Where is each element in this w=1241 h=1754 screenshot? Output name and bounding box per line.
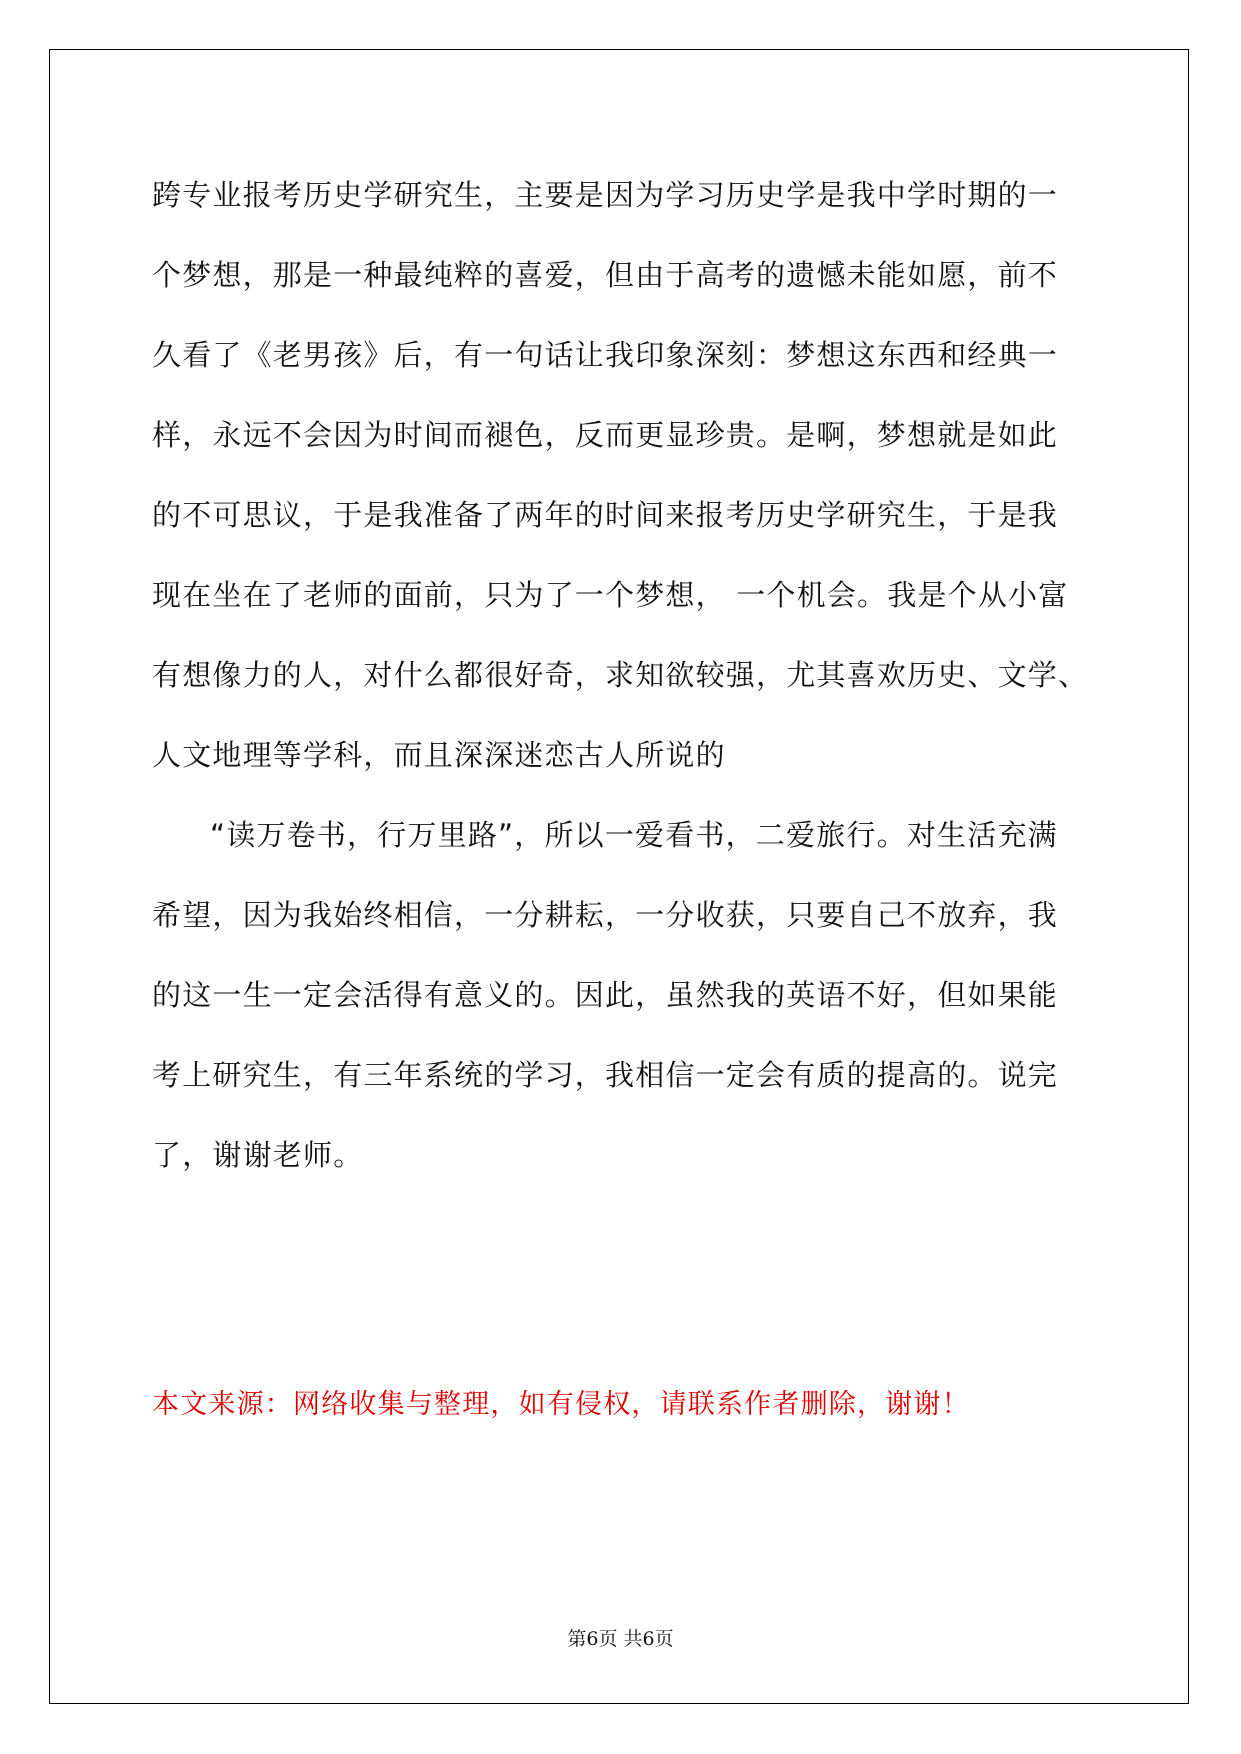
body-line: 考上研究生，有三年系统的学习，我相信一定会有质的提高的。说完 — [152, 1058, 1059, 1092]
page-footer: 第6页 共6页 — [567, 1628, 674, 1650]
body-line: 有想像力的人，对什么都很好奇，求知欲较强，尤其喜欢历史、文学、 — [152, 658, 1089, 692]
body-line-indented: “读万卷书，行万里路”，所以一爱看书，二爱旅行。对生活充满 — [210, 818, 1058, 852]
body-line: 样，永远不会因为时间而褪色，反而更显珍贵。是啊，梦想就是如此 — [152, 418, 1059, 452]
body-line: 了，谢谢老师。 — [152, 1138, 364, 1172]
body-line: 现在坐在了老师的面前，只为了一个梦想， 一个机会。我是个从小富 — [152, 578, 1069, 612]
body-line: 希望，因为我始终相信，一分耕耘，一分收获，只要自己不放弃，我 — [152, 898, 1059, 932]
body-line: 跨专业报考历史学研究生，主要是因为学习历史学是我中学时期的一 — [152, 178, 1059, 212]
body-line: 久看了《老男孩》后，有一句话让我印象深刻：梦想这东西和经典一 — [152, 338, 1059, 372]
body-line: 的这一生一定会活得有意义的。因此，虽然我的英语不好，但如果能 — [152, 978, 1059, 1012]
document-body — [152, 155, 1112, 1195]
body-line: 个梦想，那是一种最纯粹的喜爱，但由于高考的遗憾未能如愿，前不 — [152, 258, 1059, 292]
body-line: 的不可思议，于是我准备了两年的时间来报考历史学研究生，于是我 — [152, 498, 1059, 532]
body-line: 人文地理等学科，而且深深迷恋古人所说的 — [152, 738, 726, 772]
source-note: 本文来源：网络收集与整理，如有侵权，请联系作者删除，谢谢！ — [152, 1389, 970, 1420]
